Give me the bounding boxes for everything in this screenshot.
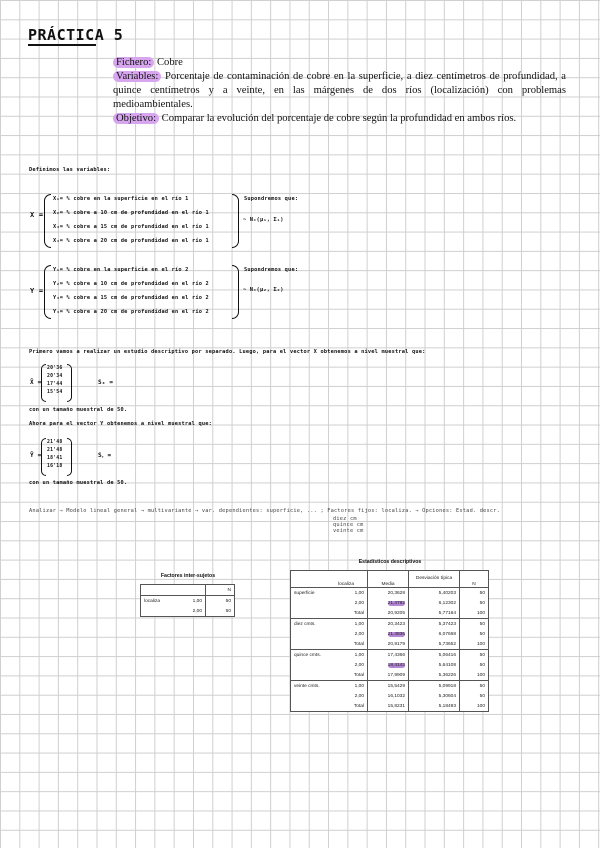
desc-cell-n: 50: [460, 629, 489, 639]
factores-var: [141, 606, 174, 617]
ybar-value-4: 16'18: [47, 464, 63, 469]
title-underline: [28, 44, 96, 46]
desc-cell-n: 50: [460, 681, 489, 692]
x-distribution: ~ N₄(μ₁, Σ₁): [243, 217, 284, 223]
table-row: [291, 598, 489, 608]
variables-label: Variables:: [113, 71, 161, 82]
desc-cell-n: 100: [460, 701, 489, 712]
y-row-1: Y₁= % cobre en la superficie en el río 2: [53, 267, 189, 273]
desc-cell-sd: 5,30604: [409, 691, 460, 701]
desc-cell-loc: Total: [353, 703, 364, 709]
table-row: [291, 691, 489, 701]
desc-table-body: [291, 588, 489, 712]
desc-cell-var: [291, 670, 336, 681]
desc-cell-sd: 5,37423: [409, 619, 460, 630]
factores-var: localiza: [144, 598, 160, 604]
desc-cell-n: 50: [460, 619, 489, 630]
desc-cell-n: 50: [460, 588, 489, 599]
desc-cell-media: [368, 629, 409, 639]
xbar-values: [47, 365, 62, 397]
factores-table: [140, 584, 235, 617]
desc-cell-media: [368, 598, 409, 608]
y-row-2: Y₂= % cobre a 10 cm de profundidad en el río 2: [53, 281, 209, 287]
ybar-value-1: 21'48: [47, 440, 63, 445]
desc-header-media: Media: [368, 571, 409, 588]
desc-cell-loc: 1,00: [354, 652, 364, 658]
ybar-left-paren: [41, 438, 46, 476]
analizar-text: Analizar → Modelo lineal general → multivariante → var. dependientes: superficie, ... ; Factores fijos: localiza. → Opciones: Estad. descr.: [29, 508, 501, 514]
table-row: [291, 650, 489, 661]
desc-cell-media: 20,9205: [368, 608, 409, 619]
objetivo-label: Objetivo:: [113, 113, 159, 124]
desc-header-var: [291, 571, 336, 588]
ybar-value-3: 18'41: [47, 456, 63, 461]
desc-cell-loc: 2,00: [354, 662, 364, 668]
x-row-2: X₂= % cobre a 10 cm de profundidad en el río 1: [53, 210, 209, 216]
highlighted-value: 21,4782: [387, 600, 405, 606]
desc-cell-loc: Total: [353, 672, 364, 678]
analizar-sub-3: veinte cm: [333, 528, 364, 534]
factores-caption: Factores inter-sujetos: [160, 573, 216, 579]
factores-header-n: N: [206, 585, 235, 596]
variables-line: [80, 70, 566, 112]
analizar-sublist: [333, 516, 364, 534]
x-row-3: X₃= % cobre a 15 cm de profundidad en el río 1: [53, 224, 209, 230]
table-row: [291, 619, 489, 630]
y-right-brace: [232, 265, 239, 319]
desc-header-loc: localiza: [338, 582, 354, 587]
desc-table-wrap: [290, 570, 489, 712]
desc-cell-var: [291, 629, 336, 639]
desc-cell-var: veinte cmts.: [294, 683, 320, 689]
desc-cell-sd: 5,77164: [409, 608, 460, 619]
objetivo-line: [80, 112, 566, 126]
tam-x-text: con un tamaño muestral de 50.: [29, 407, 128, 413]
fichero-label: Fichero:: [113, 57, 154, 68]
x-suponemos: Supondremos que:: [244, 196, 299, 202]
desc-table: [290, 570, 489, 712]
highlighted-value: 21,4836: [387, 631, 405, 637]
x-right-brace: [232, 194, 239, 248]
y-row-3: Y₃= % cobre a 15 cm de profundidad en el río 2: [53, 295, 209, 301]
desc-cell-loc: 1,00: [354, 590, 364, 596]
desc-cell-loc: 2,00: [354, 631, 364, 637]
table-row: [291, 608, 489, 619]
desc-cell-sd: 5,73652: [409, 639, 460, 650]
desc-cell-sd: 6,07668: [409, 629, 460, 639]
factores-level: 1,00: [192, 598, 202, 604]
y-suponemos: Supondremos que:: [244, 267, 299, 273]
x-row-1: X₁= % cobre en la superficie en el río 1: [53, 196, 189, 202]
desc-cell-n: 50: [460, 660, 489, 670]
ybar-values: [47, 439, 62, 471]
desc-cell-n: 100: [460, 670, 489, 681]
table-row: [291, 670, 489, 681]
desc-cell-var: [291, 608, 336, 619]
xbar-value-1: 20'36: [47, 366, 63, 371]
desc-cell-sd: 5,18493: [409, 701, 460, 712]
xbar-right-paren: [67, 364, 72, 402]
factores-n: 50: [206, 606, 235, 617]
desc-cell-media: 20,3628: [368, 588, 409, 599]
desc-cell-var: quince cmts.: [294, 652, 321, 658]
y-label: Y =: [30, 287, 44, 295]
desc-cell-sd: 6,12302: [409, 598, 460, 608]
desc-cell-loc: Total: [353, 610, 364, 616]
xbar-label: X̄ =: [30, 379, 42, 386]
table-row: [141, 606, 235, 617]
desc-cell-media: 15,5429: [368, 681, 409, 692]
desc-cell-sd: 5,09918: [409, 681, 460, 692]
desc-cell-n: 100: [460, 639, 489, 650]
factores-n: 50: [206, 596, 235, 607]
xbar-value-3: 17'44: [47, 382, 63, 387]
analizar-sub-2: quince cm: [333, 522, 364, 528]
desc-cell-media: 17,4366: [368, 650, 409, 661]
desc-cell-loc: Total: [353, 641, 364, 647]
x-row-4: X₄= % cobre a 20 cm de profundidad en el río 1: [53, 238, 209, 244]
y-distribution: ~ N₄(μ₂, Σ₂): [243, 287, 284, 293]
ybar-value-2: 21'48: [47, 448, 63, 453]
factores-header-row: [141, 585, 235, 596]
variables-text: Porcentaje de contaminación de cobre en la superficie, a diez centímetros de profundidad, a quince centímetros y a veinte, en las márgenes de dos ríos (localización) con problemas medioambientales.: [113, 71, 566, 110]
table-row: [291, 701, 489, 712]
desc-cell-n: 50: [460, 598, 489, 608]
primero-text: Primero vamos a realizar un estudio descriptivo por separado. Luego, para el vector X obtenemos a nivel muestral que:: [29, 349, 426, 355]
sy-label: Sᵧ =: [98, 452, 112, 459]
desc-cell-n: 50: [460, 650, 489, 661]
desc-cell-var: [291, 660, 336, 670]
fichero-value: Cobre: [154, 57, 183, 68]
sx-label: Sₓ =: [98, 379, 114, 386]
desc-cell-var: superficie: [294, 590, 315, 596]
desc-cell-media: 20,3423: [368, 619, 409, 630]
desc-cell-loc: 2,00: [354, 693, 364, 699]
desc-cell-media: 20,9179: [368, 639, 409, 650]
desc-cell-loc: 1,00: [354, 621, 364, 627]
ybar-label: Ȳ =: [30, 452, 42, 459]
desc-cell-media: 15,8231: [368, 701, 409, 712]
desc-cell-n: 50: [460, 691, 489, 701]
desc-cell-sd: 5,36226: [409, 670, 460, 681]
xbar-value-2: 20'34: [47, 374, 63, 379]
definimos-text: Definimos las variables:: [29, 167, 111, 173]
ybar-right-paren: [67, 438, 72, 476]
analizar-sub-1: diez cm: [333, 516, 357, 522]
desc-cell-var: [291, 691, 336, 701]
desc-cell-media: 17,9909: [368, 670, 409, 681]
desc-cell-var: [291, 639, 336, 650]
factores-level: 2,00: [192, 608, 202, 614]
desc-cell-sd: 5,06416: [409, 650, 460, 661]
desc-cell-media: [368, 660, 409, 670]
xbar-value-4: 15'54: [47, 390, 63, 395]
desc-caption: Estadísticos descriptivos: [358, 559, 422, 565]
page-title: PRÁCTICA 5: [28, 26, 124, 44]
x-label: X =: [30, 211, 44, 219]
table-row: [291, 629, 489, 639]
factores-table-wrap: [140, 584, 235, 617]
objetivo-text: Comparar la evolución del porcentaje de cobre según la profundidad en ambos ríos.: [159, 113, 517, 124]
desc-cell-media: 16,1032: [368, 691, 409, 701]
desc-cell-sd: 5,64108: [409, 660, 460, 670]
table-row: [141, 596, 235, 607]
y-left-brace: [44, 265, 51, 319]
fichero-line: [80, 56, 566, 70]
table-row: [291, 681, 489, 692]
desc-cell-loc: 1,00: [354, 683, 364, 689]
desc-cell-var: [291, 598, 336, 608]
y-row-4: Y₄= % cobre a 20 cm de profundidad en el río 2: [53, 309, 209, 315]
desc-cell-var: [291, 701, 336, 712]
ahora-text: Ahora para el vector Y obtenemos a nivel muestral que:: [29, 421, 213, 427]
desc-header-sd: Desviación típica: [409, 571, 460, 588]
intro-block: [80, 56, 566, 126]
tam-y-text: con un tamaño muestral de 50.: [29, 480, 128, 486]
desc-header-n: N: [460, 571, 489, 588]
highlighted-value: 18,4143: [387, 662, 405, 668]
table-row: [291, 660, 489, 670]
xbar-left-paren: [41, 364, 46, 402]
desc-cell-var: diez cmts.: [294, 621, 316, 627]
desc-cell-sd: 5,40203: [409, 588, 460, 599]
desc-cell-loc: 2,00: [354, 600, 364, 606]
table-row: [291, 639, 489, 650]
desc-cell-n: 100: [460, 608, 489, 619]
table-row: [291, 588, 489, 599]
x-left-brace: [44, 194, 51, 248]
desc-header-row: [291, 571, 489, 588]
